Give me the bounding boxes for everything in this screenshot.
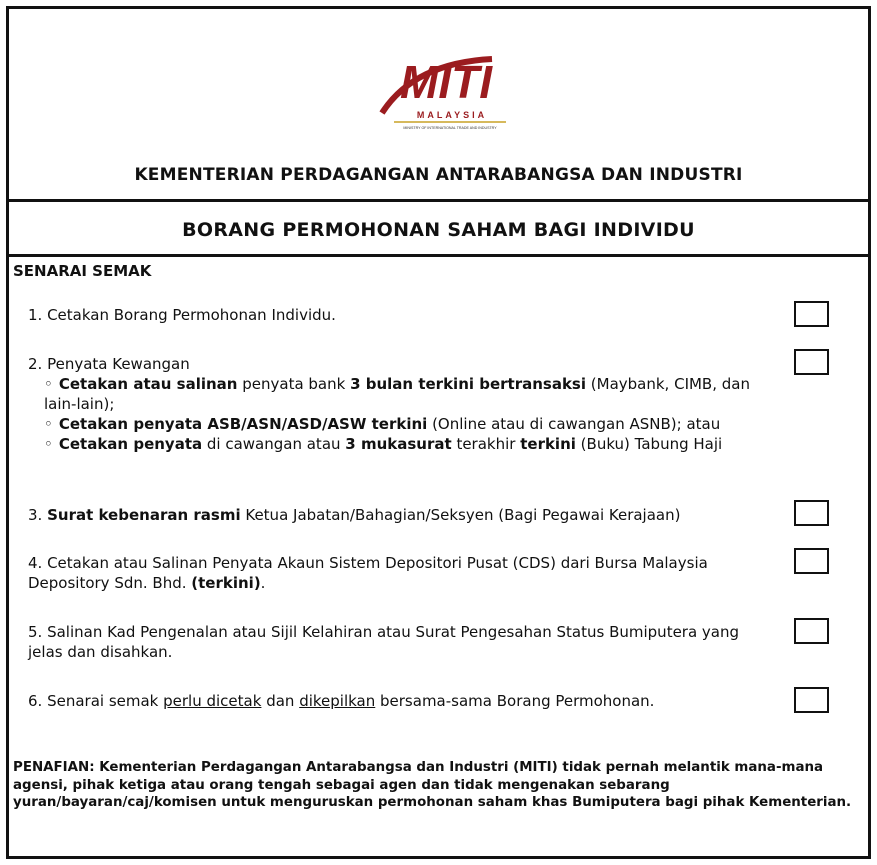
checklist-item-6: 6. Senarai semak perlu dicetak dan dikepilkan bersama-sama Borang Permohonan. <box>28 692 655 710</box>
item-2-title: 2. Penyata Kewangan <box>28 355 190 373</box>
form-header <box>9 9 868 202</box>
checkbox-item-2[interactable] <box>794 349 829 375</box>
miti-logo-graphic <box>374 53 514 135</box>
item-1-text: 1. Cetakan Borang Permohonan Individu. <box>28 306 336 324</box>
checklist-item-4: 4. Cetakan atau Salinan Penyata Akaun Sistem Depositori Pusat (CDS) dari Bursa Malaysia Depository Sdn. Bhd. (terkini). <box>28 554 708 592</box>
checkbox-item-3[interactable] <box>794 500 829 526</box>
item-2-sub-3: ◦ Cetakan penyata di cawangan atau 3 mukasurat terakhir terkini (Buku) Tabung Haji <box>28 434 758 454</box>
checkbox-item-4[interactable] <box>794 548 829 574</box>
checkbox-item-5[interactable] <box>794 618 829 644</box>
checklist-item-5 <box>28 622 773 662</box>
item-2-sub-2: ◦ Cetakan penyata ASB/ASN/ASD/ASW terkini (Online atau di cawangan ASNB); atau <box>28 414 758 434</box>
checklist-item-3: 3. Surat kebenaran rasmi Ketua Jabatan/Bahagian/Seksyen (Bagi Pegawai Kerajaan) <box>28 506 681 524</box>
item-5-text: 5. Salinan Kad Pengenalan atau Sijil Kelahiran atau Surat Pengesahan Status Bumiputera yang jelas dan disahkan. <box>28 623 740 661</box>
form-title: BORANG PERMOHONAN SAHAM BAGI INDIVIDU <box>182 219 695 241</box>
item-2-sub-1: ◦ Cetakan atau salinan penyata bank 3 bulan terkini bertransaksi (Maybank, CIMB, dan lain-lain); <box>28 374 758 414</box>
checklist-item-2 <box>28 354 758 454</box>
checklist-heading: SENARAI SEMAK <box>13 262 152 280</box>
logo-country: MALAYSIA <box>416 110 488 120</box>
checklist-item-1 <box>28 305 768 325</box>
logo-tagline: MINISTRY OF INTERNATIONAL TRADE AND INDUSTRY <box>403 126 497 130</box>
checkbox-item-1[interactable] <box>794 301 829 327</box>
disclaimer: PENAFIAN: Kementerian Perdagangan Antarabangsa dan Industri (MITI) tidak pernah melantik mana-mana agensi, pihak ketiga atau orang tengah sebagai agen dan tidak mengenakan sebarang yuran/bayaran/caj/komisen untuk menguruskan permohonan saham khas Bumiputera bagi pihak Kementerian. <box>13 760 852 811</box>
form-title-bar <box>9 205 868 257</box>
checkbox-item-6[interactable] <box>794 687 829 713</box>
miti-logo <box>374 53 514 135</box>
logo-wordmark: MITI <box>400 56 492 108</box>
ministry-name: KEMENTERIAN PERDAGANGAN ANTARABANGSA DAN INDUSTRI <box>134 165 743 185</box>
